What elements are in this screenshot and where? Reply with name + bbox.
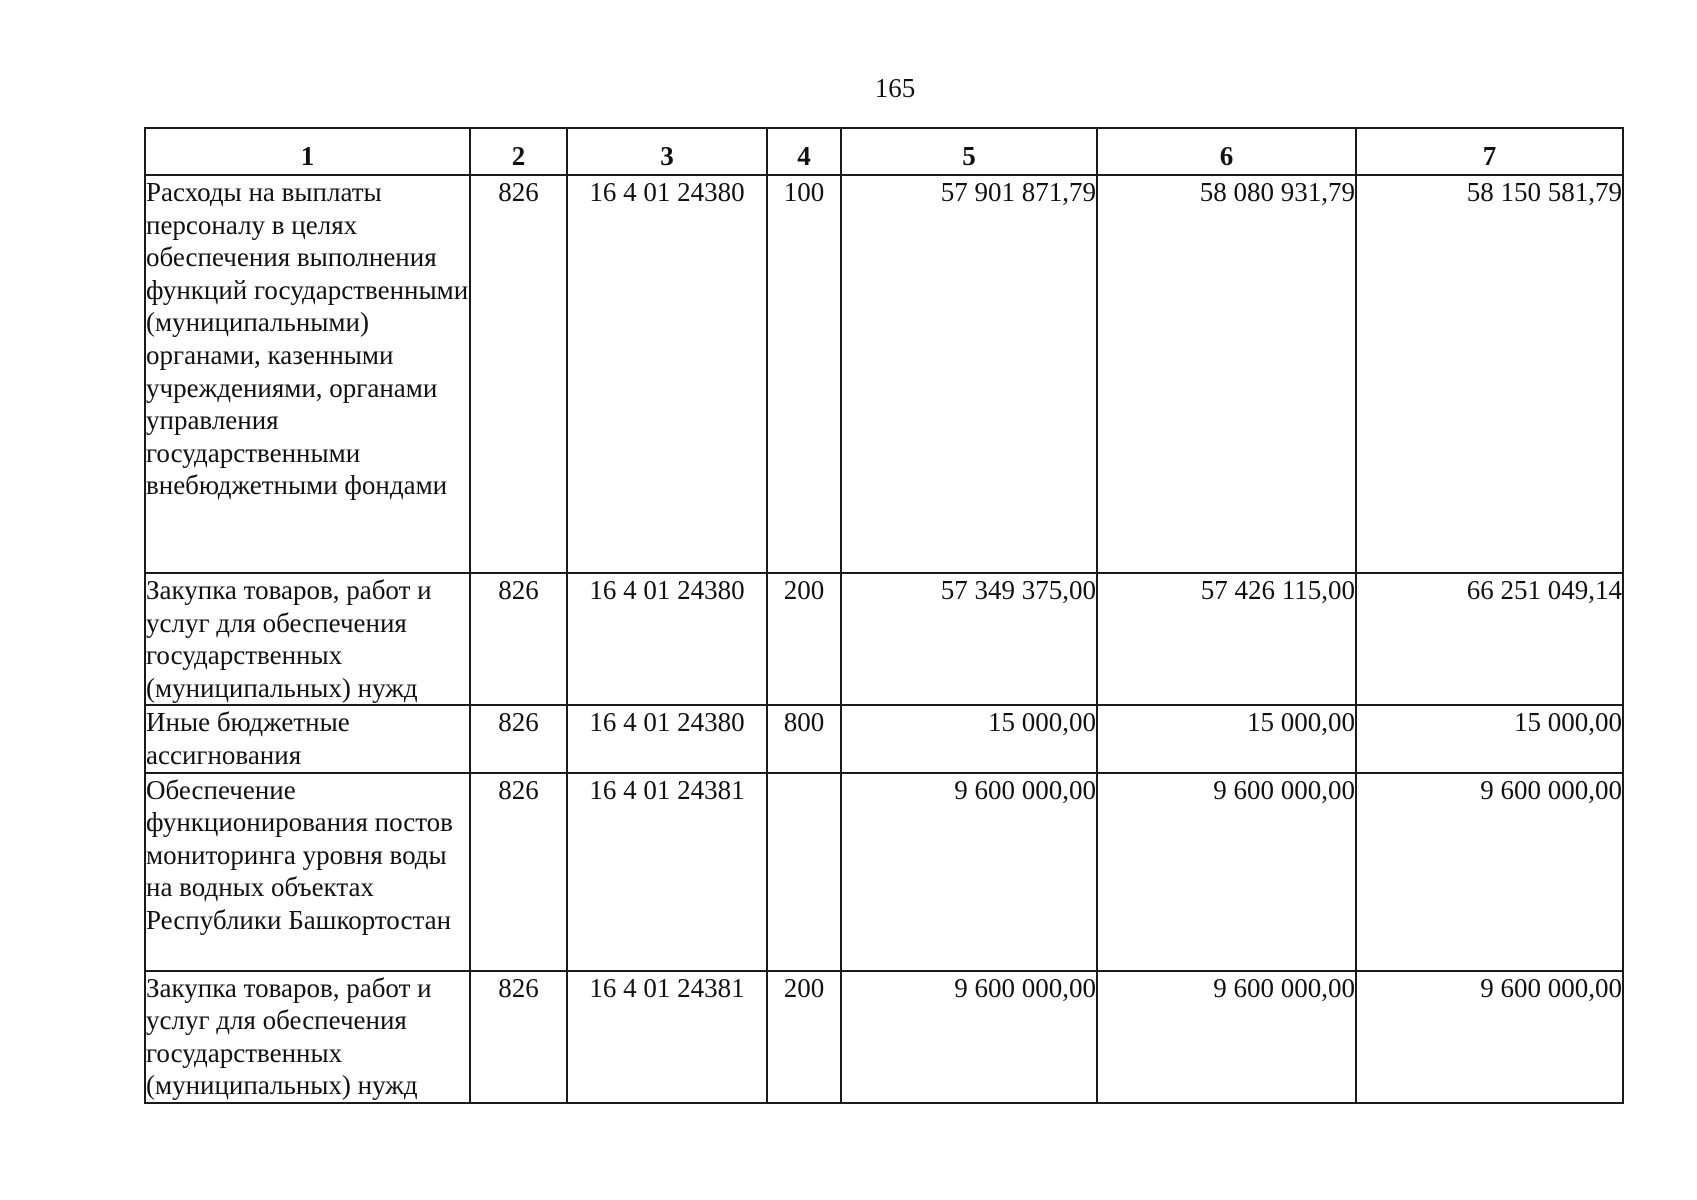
row-target-article: 16 4 01 24380 xyxy=(567,705,767,772)
row-amount-year-3: 15 000,00 xyxy=(1356,705,1623,772)
row-name: Расходы на выплаты персоналу в целях обеспечения выполнения функций государственными (муниципальными) органами, казенными учреждениями, органами управления государственными внебюджетными фондами xyxy=(145,175,470,573)
table-row xyxy=(145,705,1623,772)
row-ministry-code: 826 xyxy=(470,705,567,772)
row-amount-year-1: 9 600 000,00 xyxy=(841,773,1097,971)
table-header-row xyxy=(145,128,1623,175)
row-target-article: 16 4 01 24381 xyxy=(567,971,767,1103)
row-expense-type xyxy=(767,773,841,971)
column-header-target-article: 3 xyxy=(567,128,767,175)
row-amount-year-1: 57 349 375,00 xyxy=(841,573,1097,705)
row-name: Обеспечение функционирования постов мониторинга уровня воды на водных объектах Республики Башкортостан xyxy=(145,773,470,971)
row-name: Закупка товаров, работ и услуг для обеспечения государственных (муниципальных) нужд xyxy=(145,971,470,1103)
row-name: Закупка товаров, работ и услуг для обеспечения государственных (муниципальных) нужд xyxy=(145,573,470,705)
column-header-amount-year-3: 7 xyxy=(1356,128,1623,175)
table-row xyxy=(145,773,1623,971)
column-header-name: 1 xyxy=(145,128,470,175)
row-amount-year-1: 57 901 871,79 xyxy=(841,175,1097,573)
column-header-amount-year-2: 6 xyxy=(1097,128,1356,175)
row-expense-type: 200 xyxy=(767,573,841,705)
row-amount-year-2: 9 600 000,00 xyxy=(1097,971,1356,1103)
row-ministry-code: 826 xyxy=(470,971,567,1103)
row-amount-year-1: 15 000,00 xyxy=(841,705,1097,772)
column-header-expense-type: 4 xyxy=(767,128,841,175)
row-amount-year-3: 9 600 000,00 xyxy=(1356,773,1623,971)
row-amount-year-3: 66 251 049,14 xyxy=(1356,573,1623,705)
row-expense-type: 100 xyxy=(767,175,841,573)
row-target-article: 16 4 01 24380 xyxy=(567,573,767,705)
column-header-amount-year-1: 5 xyxy=(841,128,1097,175)
row-name: Иные бюджетные ассигнования xyxy=(145,705,470,772)
table-row xyxy=(145,175,1623,573)
row-ministry-code: 826 xyxy=(470,175,567,573)
budget-table xyxy=(144,127,1624,1104)
row-amount-year-2: 58 080 931,79 xyxy=(1097,175,1356,573)
page-number: 165 xyxy=(874,73,916,103)
row-expense-type: 200 xyxy=(767,971,841,1103)
row-target-article: 16 4 01 24381 xyxy=(567,773,767,971)
row-target-article: 16 4 01 24380 xyxy=(567,175,767,573)
row-amount-year-3: 9 600 000,00 xyxy=(1356,971,1623,1103)
table-row xyxy=(145,971,1623,1103)
table-row xyxy=(145,573,1623,705)
row-ministry-code: 826 xyxy=(470,573,567,705)
row-amount-year-3: 58 150 581,79 xyxy=(1356,175,1623,573)
row-ministry-code: 826 xyxy=(470,773,567,971)
row-amount-year-2: 57 426 115,00 xyxy=(1097,573,1356,705)
row-amount-year-1: 9 600 000,00 xyxy=(841,971,1097,1103)
column-header-ministry-code: 2 xyxy=(470,128,567,175)
row-amount-year-2: 9 600 000,00 xyxy=(1097,773,1356,971)
row-expense-type: 800 xyxy=(767,705,841,772)
row-amount-year-2: 15 000,00 xyxy=(1097,705,1356,772)
